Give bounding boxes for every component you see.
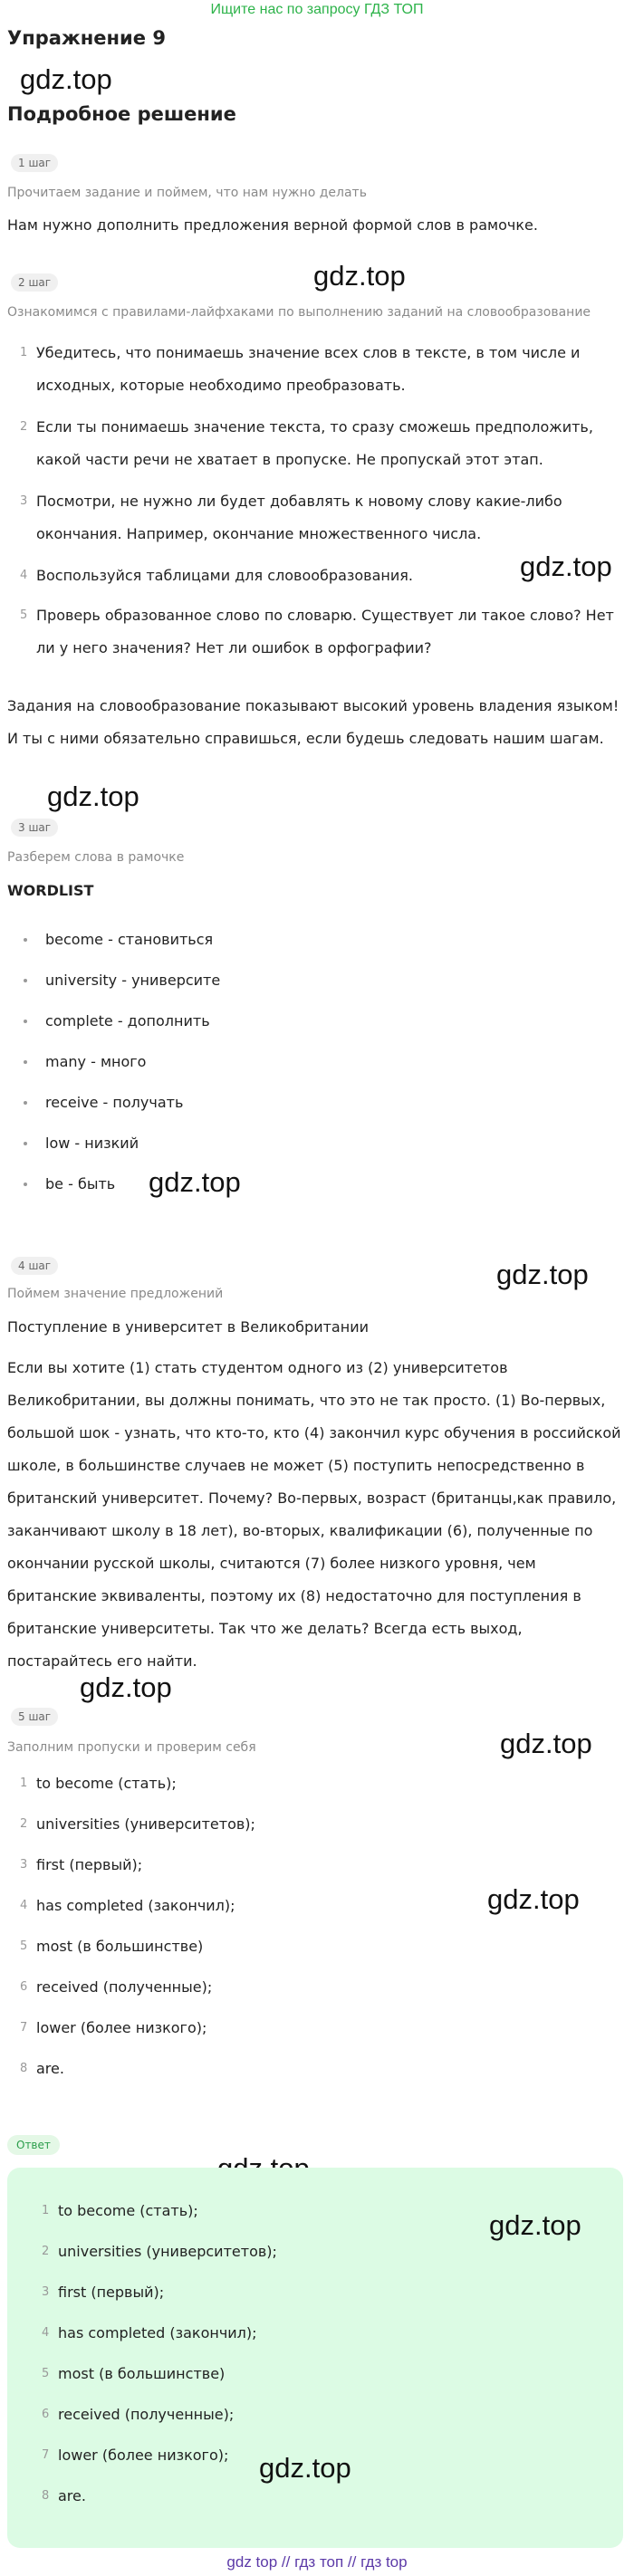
item-text: first (первый); — [36, 1856, 143, 1873]
step-4-description: Поймем значение предложений — [7, 1287, 224, 1301]
item-number: 1 — [42, 2204, 50, 2217]
word: receive - получать — [45, 1094, 184, 1111]
word: university - университе — [45, 972, 221, 989]
list-item — [7, 964, 220, 1005]
item-text: received (полученные); — [36, 1978, 213, 1996]
word: be - быть — [45, 1175, 116, 1192]
watermark: gdz.top — [496, 1259, 589, 1290]
bullet-icon — [24, 1101, 27, 1105]
watermark: gdz.top — [500, 1728, 592, 1759]
bullet-icon — [24, 938, 27, 942]
watermark: gdz.top — [47, 780, 139, 812]
item-text: Воспользуйся таблицами для словообразования. — [36, 567, 413, 584]
word: complete - дополнить — [45, 1012, 210, 1029]
watermark: gdz.top — [520, 551, 612, 582]
item-number: 2 — [20, 420, 28, 434]
item-text: Проверь образованное слово по словарю. Существует ли такое слово? Нет ли у него значения? Нет ли ошибок в орфографии? — [36, 607, 614, 656]
bullet-icon — [24, 1183, 27, 1186]
list-item — [7, 1087, 220, 1127]
list-item — [7, 1127, 220, 1168]
watermark: gdz.top — [20, 63, 112, 95]
item-number: 4 — [20, 1899, 28, 1912]
list-item — [7, 1046, 220, 1087]
item-text: Посмотри, не нужно ли будет добавлять к новому слову какие-либо окончания. Например, окончание множественного числа. — [36, 493, 562, 542]
step-2-badge: 2 шаг — [11, 273, 58, 292]
step-5-description: Заполним пропуски и проверим себя — [7, 1740, 256, 1755]
step-4-text: Если вы хотите (1) стать студентом одного из (2) университетов Великобритании, вы должны понимать, что это не так просто. (1) Во-первых, большой шок - узнать, что кто-то, кто (4) закончил курс обучения в российской школе, в большинстве случаев не может (5) поступить непосредственно в британский университет. Почему? Во-первых, возраст (британцы,как правило, заканчивают школу в 18 лет), во-вторых, квалификации (6), полученные по окончании русской школы, считаются (7) более низкого уровня, чем британские эквиваленты, поэтому их (8) недостаточно для поступления в британские университеты. Так что же делать? Всегда есть выход, постарайтесь его найти. — [7, 1359, 621, 1670]
wordlist-title: WORDLIST — [7, 882, 94, 899]
step-1-description: Прочитаем задание и поймем, что нам нужно делать — [7, 186, 367, 200]
item-number: 3 — [42, 2285, 50, 2299]
bullet-icon — [24, 1142, 27, 1145]
step-4-badge: 4 шаг — [11, 1257, 58, 1275]
item-text: has completed (закончил); — [58, 2324, 257, 2341]
item-number: 1 — [20, 1776, 28, 1790]
item-text: to become (стать); — [58, 2202, 198, 2219]
step-2-summary: Задания на словообразование показывают высокий уровень владения языком! И ты с ними обязательно справишься, если будешь следовать нашим шагам. — [7, 697, 620, 747]
list-item — [7, 924, 220, 964]
list-item — [7, 485, 623, 560]
item-number: 2 — [20, 1817, 28, 1831]
watermark: gdz.top — [487, 1883, 580, 1915]
watermark: gdz.top — [80, 1671, 172, 1703]
step-3-badge: 3 шаг — [11, 819, 58, 837]
step-1-badge: 1 шаг — [11, 154, 58, 172]
list-item — [7, 599, 623, 674]
exercise-title: Упражнение 9 — [7, 27, 166, 49]
item-text: are. — [58, 2487, 86, 2504]
item-number: 4 — [42, 2326, 50, 2340]
step-4-heading: Поступление в университет в Великобритании — [7, 1318, 369, 1336]
step-1-text: Нам нужно дополнить предложения верной формой слов в рамочке. — [7, 216, 538, 234]
list-item — [29, 2480, 609, 2521]
item-text: are. — [36, 2060, 64, 2077]
item-number: 5 — [20, 608, 28, 622]
solution-title: Подробное решение — [7, 103, 236, 125]
item-number: 7 — [42, 2448, 50, 2462]
bullet-icon — [24, 979, 27, 982]
step-3-description: Разберем слова в рамочке — [7, 850, 185, 865]
word: many - много — [45, 1053, 147, 1070]
item-number: 6 — [20, 1980, 28, 1994]
tips-list — [7, 337, 623, 674]
item-number: 4 — [20, 569, 28, 582]
list-item — [7, 1808, 623, 1849]
list-item — [7, 1005, 220, 1046]
item-text: Если ты понимаешь значение текста, то сразу сможешь предположить, какой части речи не хватает в пропуске. Не пропускай этот этап. — [36, 418, 593, 468]
list-item — [29, 2399, 609, 2439]
item-number: 1 — [20, 346, 28, 359]
list-item — [7, 1971, 623, 2012]
bullet-icon — [24, 1060, 27, 1064]
item-number: 8 — [20, 2062, 28, 2075]
item-text: universities (университетов); — [36, 1815, 255, 1833]
list-item — [7, 1930, 623, 1971]
watermark: gdz.top — [489, 2209, 581, 2241]
item-number: 5 — [20, 1939, 28, 1953]
word: become - становиться — [45, 931, 214, 948]
top-banner[interactable]: Ищите нас по запросу ГДЗ ТОП — [210, 2, 424, 17]
item-text: to become (стать); — [36, 1775, 177, 1792]
list-item — [7, 2053, 623, 2093]
item-number: 6 — [42, 2408, 50, 2421]
item-text: has completed (закончил); — [36, 1897, 235, 1914]
item-number: 2 — [42, 2245, 50, 2258]
item-text: universities (университетов); — [58, 2243, 277, 2260]
list-item — [7, 2012, 623, 2053]
word: low - низкий — [45, 1135, 139, 1152]
list-item — [29, 2317, 609, 2358]
item-text: first (первый); — [58, 2284, 165, 2301]
footer-links[interactable]: gdz top // гдз топ // гдз top — [226, 2553, 408, 2571]
solution-list — [7, 1767, 623, 2093]
watermark: gdz.top — [149, 1166, 241, 1198]
item-text: Убедитесь, что понимаешь значение всех слов в тексте, в том числе и исходных, которые необходимо преобразовать. — [36, 344, 581, 394]
item-number: 3 — [20, 494, 28, 508]
answer-badge: Ответ — [7, 2135, 60, 2155]
item-text: received (полученные); — [58, 2406, 235, 2423]
item-text: most (в большинстве) — [58, 2365, 226, 2382]
item-text: lower (более низкого); — [36, 2019, 207, 2036]
item-text: lower (более низкого); — [58, 2447, 229, 2464]
list-item — [7, 337, 623, 411]
item-text: most (в большинстве) — [36, 1938, 204, 1955]
item-number: 3 — [20, 1858, 28, 1872]
list-item — [29, 2276, 609, 2317]
item-number: 5 — [42, 2367, 50, 2380]
item-number: 7 — [20, 2021, 28, 2035]
step-5-badge: 5 шаг — [11, 1708, 58, 1726]
step-2-description: Ознакомимся с правилами-лайфхаками по выполнению заданий на словообразование — [7, 305, 591, 320]
watermark: gdz.top — [259, 2452, 351, 2484]
list-item — [7, 411, 623, 485]
watermark: gdz.top — [313, 260, 406, 292]
list-item — [7, 1767, 623, 1808]
list-item — [29, 2358, 609, 2399]
bullet-icon — [24, 1020, 27, 1023]
item-number: 8 — [42, 2489, 50, 2503]
